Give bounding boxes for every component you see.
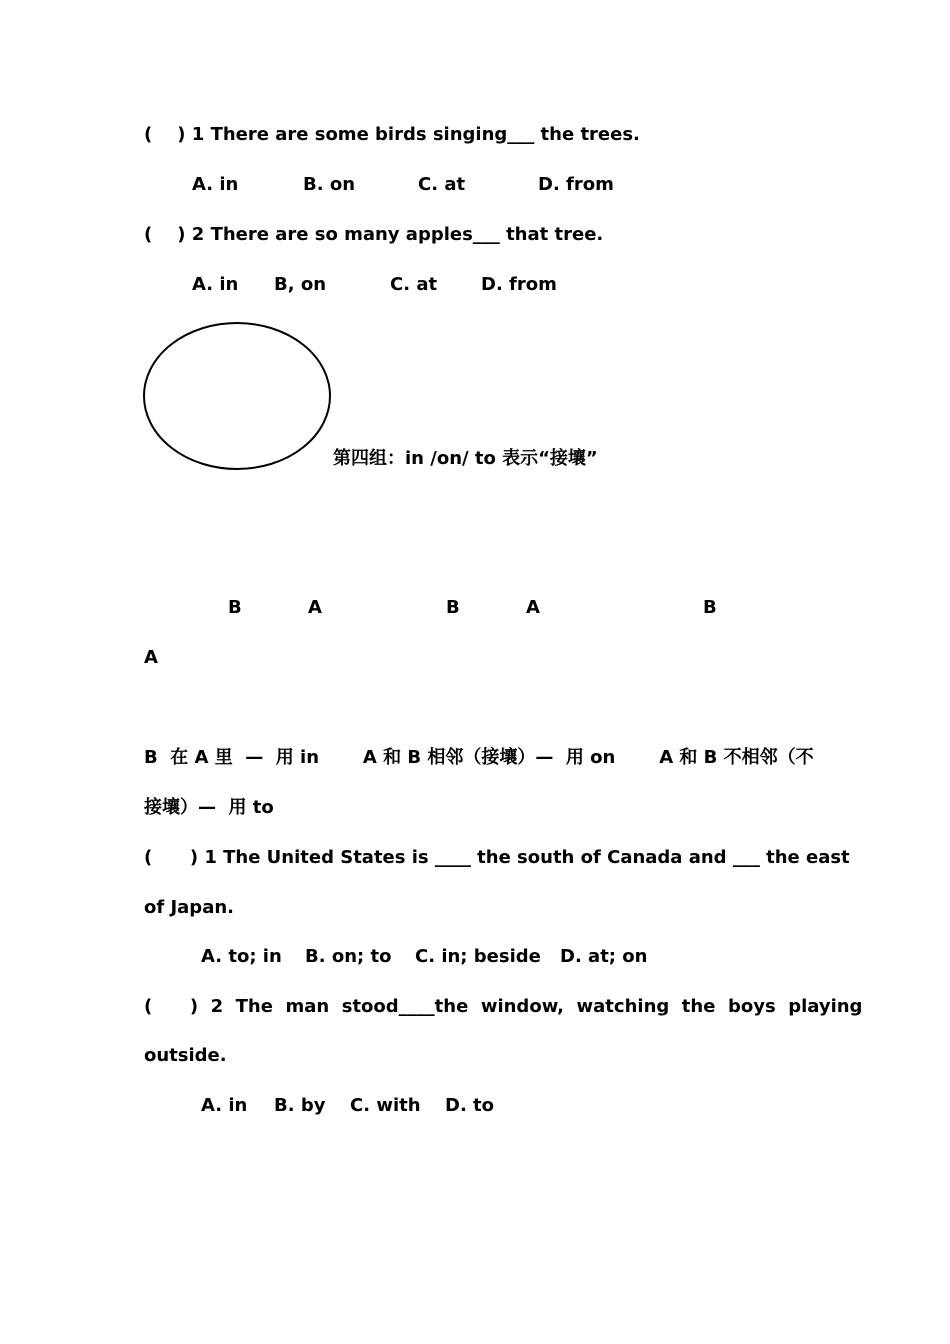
q3-option-b: B. on; to	[305, 946, 392, 967]
explanation-line-1: B 在 A 里 — 用 in A 和 B 相邻（接壤）— 用 on A 和 B 不相邻（不	[144, 747, 814, 768]
label-b-3: B	[703, 597, 717, 618]
q4-option-a: A. in	[201, 1095, 248, 1116]
q2-option-c: C. at	[390, 274, 438, 295]
label-a-3: A	[144, 647, 158, 668]
q2-option-b: B, on	[274, 274, 327, 295]
question-2-text: ( ) 2 There are so many apples___ that tree.	[144, 224, 604, 245]
ellipse-shape	[140, 318, 340, 476]
q1-option-a: A. in	[192, 174, 239, 195]
label-a-2: A	[526, 597, 540, 618]
q3-option-c: C. in; beside	[415, 946, 541, 967]
q4-option-d: D. to	[445, 1095, 495, 1116]
q1-option-d: D. from	[538, 174, 614, 195]
q4-option-b: B. by	[274, 1095, 326, 1116]
q4-option-c: C. with	[350, 1095, 421, 1116]
explanation-line-2: 接壤）— 用 to	[144, 797, 274, 818]
group4-heading: 第四组：in /on/ to 表示“接壤”	[333, 448, 598, 469]
q3-option-d: D. at; on	[560, 946, 648, 967]
label-b-1: B	[228, 597, 242, 618]
question-3-line-1: ( ) 1 The United States is ____ the south of Canada and ___ the east	[144, 847, 850, 868]
label-b-2: B	[446, 597, 460, 618]
q2-option-a: A. in	[192, 274, 239, 295]
question-4-line-2: outside.	[144, 1045, 227, 1066]
q3-option-a: A. to; in	[201, 946, 282, 967]
label-a-1: A	[308, 597, 322, 618]
q1-option-c: C. at	[418, 174, 466, 195]
q1-option-b: B. on	[303, 174, 356, 195]
question-1-text: ( ) 1 There are some birds singing___ the trees.	[144, 124, 640, 145]
q2-option-d: D. from	[481, 274, 557, 295]
question-4-line-1: ( ) 2 The man stood____the window, watching the boys playing	[144, 996, 863, 1017]
question-3-line-2: of Japan.	[144, 897, 234, 918]
